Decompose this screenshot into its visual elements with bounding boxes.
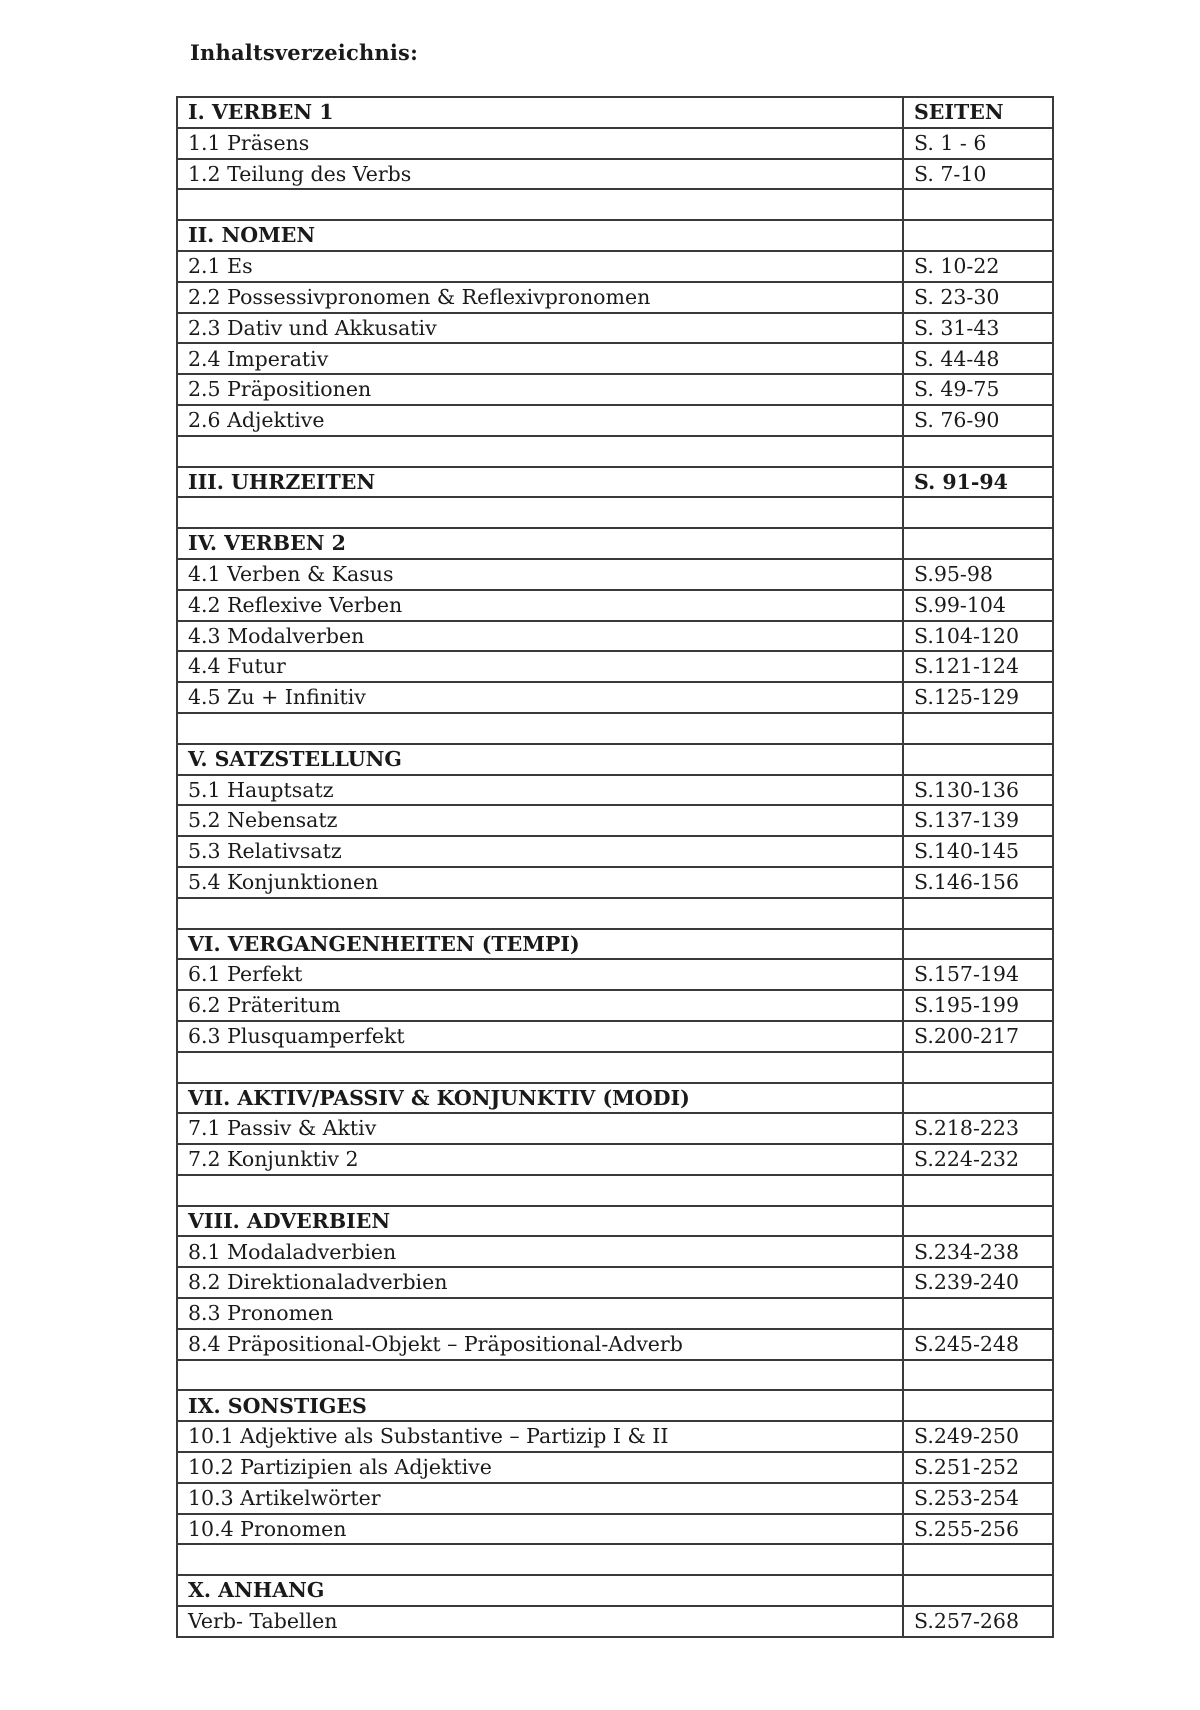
section-title: VIII. ADVERBIEN [177, 1206, 903, 1237]
pages-cell: S.245-248 [903, 1329, 1053, 1360]
pages-cell: S.125-129 [903, 682, 1053, 713]
pages-cell: S.95-98 [903, 559, 1053, 590]
table-row [177, 343, 1053, 374]
pages-cell [903, 898, 1053, 929]
pages-cell: S.200-217 [903, 1021, 1053, 1052]
table-row [177, 159, 1053, 190]
table-row [177, 590, 1053, 621]
topic-cell: 4.1 Verben & Kasus [177, 559, 903, 590]
topic-cell: 4.2 Reflexive Verben [177, 590, 903, 621]
section-title: IX. SONSTIGES [177, 1390, 903, 1421]
section-header-row [177, 1575, 1053, 1606]
topic-cell: 10.4 Pronomen [177, 1514, 903, 1545]
table-row [177, 621, 1053, 652]
pages-cell: SEITEN [903, 97, 1053, 128]
table-row [177, 251, 1053, 282]
topic-cell: 2.2 Possessivpronomen & Reflexivpronomen [177, 282, 903, 313]
topic-cell [177, 898, 903, 929]
topic-cell: 4.3 Modalverben [177, 621, 903, 652]
pages-cell: S.257-268 [903, 1606, 1053, 1637]
pages-cell [903, 1575, 1053, 1606]
pages-cell [903, 1052, 1053, 1083]
spacer-row [177, 436, 1053, 467]
table-row [177, 559, 1053, 590]
pages-cell: S.157-194 [903, 959, 1053, 990]
spacer-row [177, 189, 1053, 220]
pages-cell: S.146-156 [903, 867, 1053, 898]
pages-cell: S.121-124 [903, 651, 1053, 682]
pages-cell: S.224-232 [903, 1144, 1053, 1175]
topic-cell: 1.1 Präsens [177, 128, 903, 159]
pages-cell: S. 76-90 [903, 405, 1053, 436]
topic-cell: 2.6 Adjektive [177, 405, 903, 436]
pages-cell [903, 436, 1053, 467]
section-header-row [177, 467, 1053, 498]
pages-cell: S.234-238 [903, 1236, 1053, 1267]
table-row [177, 682, 1053, 713]
pages-cell: S.249-250 [903, 1421, 1053, 1452]
section-title: II. NOMEN [177, 220, 903, 251]
section-header-row [177, 1206, 1053, 1237]
pages-cell: S. 49-75 [903, 374, 1053, 405]
pages-cell [903, 1544, 1053, 1575]
section-title: X. ANHANG [177, 1575, 903, 1606]
topic-cell: 5.3 Relativsatz [177, 836, 903, 867]
section-title: IV. VERBEN 2 [177, 528, 903, 559]
section-header-row [177, 1390, 1053, 1421]
topic-cell [177, 497, 903, 528]
pages-cell [903, 1360, 1053, 1391]
pages-cell [903, 189, 1053, 220]
topic-cell: 10.2 Partizipien als Adjektive [177, 1452, 903, 1483]
table-row [177, 374, 1053, 405]
table-row [177, 1021, 1053, 1052]
spacer-row [177, 1544, 1053, 1575]
topic-cell: 8.3 Pronomen [177, 1298, 903, 1329]
pages-cell: S. 7-10 [903, 159, 1053, 190]
topic-cell: 5.1 Hauptsatz [177, 775, 903, 806]
topic-cell: 4.5 Zu + Infinitiv [177, 682, 903, 713]
spacer-row [177, 1052, 1053, 1083]
pages-cell [903, 1175, 1053, 1206]
section-header-row [177, 97, 1053, 128]
pages-cell: S.99-104 [903, 590, 1053, 621]
pages-cell [903, 1206, 1053, 1237]
table-of-contents [176, 96, 1054, 1638]
section-header-row [177, 744, 1053, 775]
pages-cell [903, 713, 1053, 744]
topic-cell [177, 713, 903, 744]
spacer-row [177, 898, 1053, 929]
topic-cell [177, 1360, 903, 1391]
topic-cell [177, 1052, 903, 1083]
pages-cell [903, 744, 1053, 775]
pages-cell [903, 1083, 1053, 1114]
topic-cell [177, 189, 903, 220]
table-row [177, 1483, 1053, 1514]
table-row [177, 1144, 1053, 1175]
pages-cell [903, 497, 1053, 528]
topic-cell: 10.1 Adjektive als Substantive – Partizip I & II [177, 1421, 903, 1452]
section-title: VI. VERGANGENHEITEN (TEMPI) [177, 929, 903, 960]
section-header-row [177, 220, 1053, 251]
page-title: Inhaltsverzeichnis: [190, 40, 419, 65]
section-header-row [177, 528, 1053, 559]
table-row [177, 1236, 1053, 1267]
topic-cell [177, 1544, 903, 1575]
pages-cell: S.253-254 [903, 1483, 1053, 1514]
table-row [177, 805, 1053, 836]
topic-cell: 2.1 Es [177, 251, 903, 282]
table-row [177, 867, 1053, 898]
topic-cell: 1.2 Teilung des Verbs [177, 159, 903, 190]
pages-cell: S.251-252 [903, 1452, 1053, 1483]
pages-cell [903, 1390, 1053, 1421]
table-row [177, 1113, 1053, 1144]
table-row [177, 1298, 1053, 1329]
table-row [177, 1421, 1053, 1452]
table-row [177, 282, 1053, 313]
table-row [177, 1267, 1053, 1298]
topic-cell: 5.2 Nebensatz [177, 805, 903, 836]
pages-cell [903, 1298, 1053, 1329]
toc-body [177, 97, 1053, 1637]
section-title: V. SATZSTELLUNG [177, 744, 903, 775]
pages-cell: S. 44-48 [903, 343, 1053, 374]
section-title: VII. AKTIV/PASSIV & KONJUNKTIV (MODI) [177, 1083, 903, 1114]
pages-cell [903, 220, 1053, 251]
section-header-row [177, 1083, 1053, 1114]
spacer-row [177, 713, 1053, 744]
section-title: III. UHRZEITEN [177, 467, 903, 498]
pages-cell: S.255-256 [903, 1514, 1053, 1545]
topic-cell [177, 1175, 903, 1206]
pages-cell: S.130-136 [903, 775, 1053, 806]
table-row [177, 1329, 1053, 1360]
table-row [177, 775, 1053, 806]
table-row [177, 1514, 1053, 1545]
table-row [177, 990, 1053, 1021]
topic-cell: 4.4 Futur [177, 651, 903, 682]
pages-cell [903, 929, 1053, 960]
spacer-row [177, 1360, 1053, 1391]
section-title: I. VERBEN 1 [177, 97, 903, 128]
topic-cell: 7.2 Konjunktiv 2 [177, 1144, 903, 1175]
table-row [177, 405, 1053, 436]
pages-cell [903, 528, 1053, 559]
topic-cell: 6.3 Plusquamperfekt [177, 1021, 903, 1052]
pages-cell: S.104-120 [903, 621, 1053, 652]
table-row [177, 651, 1053, 682]
topic-cell [177, 436, 903, 467]
table-row [177, 1606, 1053, 1637]
pages-cell: S.218-223 [903, 1113, 1053, 1144]
spacer-row [177, 1175, 1053, 1206]
pages-cell: S. 23-30 [903, 282, 1053, 313]
topic-cell: 7.1 Passiv & Aktiv [177, 1113, 903, 1144]
topic-cell: 2.4 Imperativ [177, 343, 903, 374]
table-row [177, 313, 1053, 344]
topic-cell: 8.2 Direktionaladverbien [177, 1267, 903, 1298]
topic-cell: 5.4 Konjunktionen [177, 867, 903, 898]
spacer-row [177, 497, 1053, 528]
pages-cell: S.195-199 [903, 990, 1053, 1021]
pages-cell: S. 1 - 6 [903, 128, 1053, 159]
topic-cell: 2.5 Präpositionen [177, 374, 903, 405]
topic-cell: 6.1 Perfekt [177, 959, 903, 990]
section-header-row [177, 929, 1053, 960]
table-row [177, 959, 1053, 990]
table-row [177, 128, 1053, 159]
pages-cell: S. 91-94 [903, 467, 1053, 498]
table-row [177, 836, 1053, 867]
topic-cell: Verb- Tabellen [177, 1606, 903, 1637]
topic-cell: 8.4 Präpositional-Objekt – Präpositional-Adverb [177, 1329, 903, 1360]
table-row [177, 1452, 1053, 1483]
topic-cell: 8.1 Modaladverbien [177, 1236, 903, 1267]
topic-cell: 2.3 Dativ und Akkusativ [177, 313, 903, 344]
pages-cell: S. 31-43 [903, 313, 1053, 344]
topic-cell: 10.3 Artikelwörter [177, 1483, 903, 1514]
pages-cell: S.239-240 [903, 1267, 1053, 1298]
topic-cell: 6.2 Präteritum [177, 990, 903, 1021]
pages-cell: S.140-145 [903, 836, 1053, 867]
pages-cell: S. 10-22 [903, 251, 1053, 282]
pages-cell: S.137-139 [903, 805, 1053, 836]
